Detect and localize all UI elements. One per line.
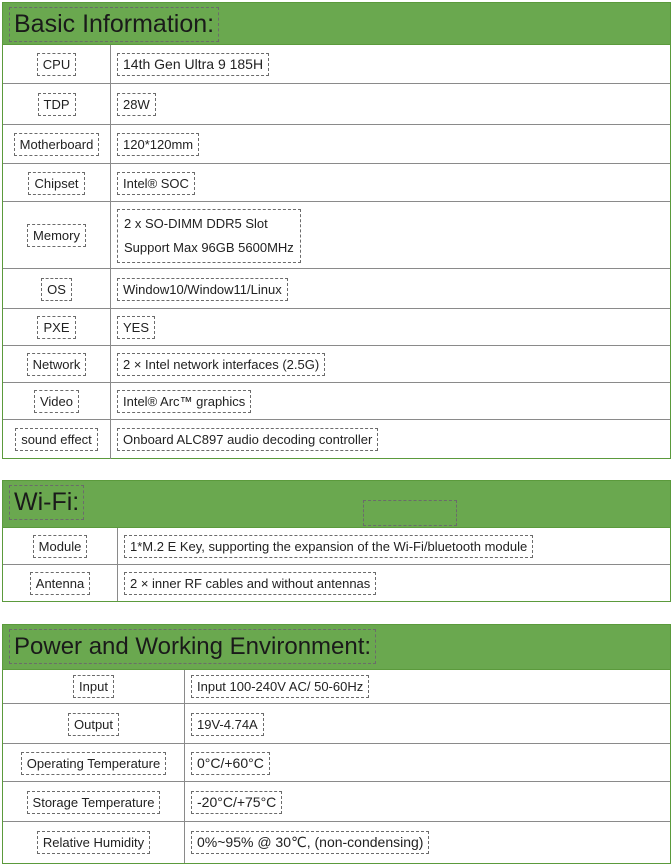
spec-label-cell [3, 528, 118, 564]
spec-label: sound effect [15, 428, 98, 451]
spec-row-motherboard [3, 124, 670, 164]
spec-value: 0%~95% @ 30℃, (non-condensing) [191, 831, 429, 854]
spec-row-output [3, 703, 670, 744]
spec-value: 2 × Intel network interfaces (2.5G) [117, 353, 325, 376]
spec-label: Motherboard [14, 133, 100, 156]
spec-label: CPU [37, 53, 76, 76]
spec-row-video [3, 382, 670, 420]
spec-value: 1*M.2 E Key, supporting the expansion of the Wi-Fi/bluetooth module [124, 535, 533, 558]
spec-value-cell [111, 420, 670, 459]
spec-value: 120*120mm [117, 133, 199, 156]
spec-label-cell [3, 383, 111, 420]
spec-label-cell [3, 269, 111, 309]
spec-value: Intel® Arc™ graphics [117, 390, 251, 413]
spec-label: Module [33, 535, 88, 558]
spec-value-cell [111, 309, 670, 346]
spec-label: Input [73, 675, 114, 698]
spec-value: 19V-4.74A [191, 713, 264, 736]
spec-label-cell [3, 125, 111, 164]
power-environment-section [2, 624, 671, 864]
spec-row-storage-temperature [3, 781, 670, 822]
wifi-title: Wi-Fi: [9, 485, 84, 520]
basic-information-title: Basic Information: [9, 7, 219, 42]
spec-row-relative-humidity [3, 821, 670, 863]
spec-row-input [3, 670, 670, 703]
spec-row-pxe [3, 308, 670, 346]
spec-value-cell [185, 670, 670, 703]
spec-row-os [3, 268, 670, 309]
spec-value-cell [185, 782, 670, 822]
spec-row-chipset [3, 163, 670, 202]
spec-value-cell [111, 269, 670, 309]
spec-value [117, 209, 301, 263]
spec-label: Antenna [30, 572, 90, 595]
spec-value-cell [111, 346, 670, 383]
header-placeholder-box [363, 500, 457, 526]
spec-label-cell [3, 420, 111, 459]
spec-label: Output [68, 713, 119, 736]
spec-value-cell [111, 125, 670, 164]
basic-information-section [2, 2, 671, 459]
spec-label-cell [3, 309, 111, 346]
spec-label: PXE [37, 316, 75, 339]
spec-row-module [3, 528, 670, 564]
spec-value-cell [111, 202, 670, 269]
spec-label: Video [34, 390, 79, 413]
spec-value: 2 × inner RF cables and without antennas [124, 572, 376, 595]
spec-label-cell [3, 565, 118, 601]
spec-label: TDP [38, 93, 76, 116]
spec-label-cell [3, 346, 111, 383]
spec-label: Storage Temperature [27, 791, 161, 814]
spec-row-cpu [3, 45, 670, 83]
spec-value: Onboard ALC897 audio decoding controller [117, 428, 378, 451]
spec-label-cell [3, 84, 111, 125]
spec-label: Network [27, 353, 87, 376]
spec-row-operating-temperature [3, 743, 670, 782]
spec-label: Memory [27, 224, 86, 247]
spec-value: -20°C/+75°C [191, 791, 282, 814]
spec-value: Intel® SOC [117, 172, 195, 195]
wifi-section [2, 480, 671, 602]
spec-row-network [3, 345, 670, 383]
spec-value-cell [111, 45, 670, 83]
power-environment-header [3, 625, 670, 670]
spec-row-tdp [3, 83, 670, 125]
spec-row-sound-effect [3, 419, 670, 459]
spec-value: YES [117, 316, 155, 339]
power-environment-title: Power and Working Environment: [9, 629, 376, 664]
spec-label: OS [41, 278, 72, 301]
spec-value-cell [185, 744, 670, 782]
spec-label-cell [3, 704, 185, 744]
spec-label: Chipset [28, 172, 84, 195]
spec-value-cell [111, 164, 670, 202]
spec-value-cell [118, 528, 670, 564]
spec-value-cell [185, 822, 670, 863]
spec-value: Window10/Window11/Linux [117, 278, 288, 301]
spec-value-line: Support Max 96GB 5600MHz [124, 239, 294, 255]
spec-row-antenna [3, 564, 670, 601]
spec-label: Relative Humidity [37, 831, 150, 854]
wifi-header [3, 481, 670, 528]
spec-label-cell [3, 782, 185, 822]
spec-value: 28W [117, 93, 156, 116]
spec-value: 0°C/+60°C [191, 752, 270, 775]
spec-label-cell [3, 822, 185, 863]
spec-label-cell [3, 164, 111, 202]
spec-value: Input 100-240V AC/ 50-60Hz [191, 675, 369, 698]
spec-label-cell [3, 45, 111, 83]
basic-information-header [3, 3, 670, 45]
spec-value-cell [111, 84, 670, 125]
spec-label: Operating Temperature [21, 752, 166, 775]
spec-value-cell [185, 704, 670, 744]
spec-value-cell [118, 565, 670, 601]
spec-value: 14th Gen Ultra 9 185H [117, 53, 269, 76]
spec-label-cell [3, 202, 111, 269]
spec-row-memory [3, 201, 670, 269]
spec-value-line: 2 x SO-DIMM DDR5 Slot [124, 215, 268, 231]
spec-label-cell [3, 744, 185, 782]
spec-label-cell [3, 670, 185, 703]
spec-value-cell [111, 383, 670, 420]
